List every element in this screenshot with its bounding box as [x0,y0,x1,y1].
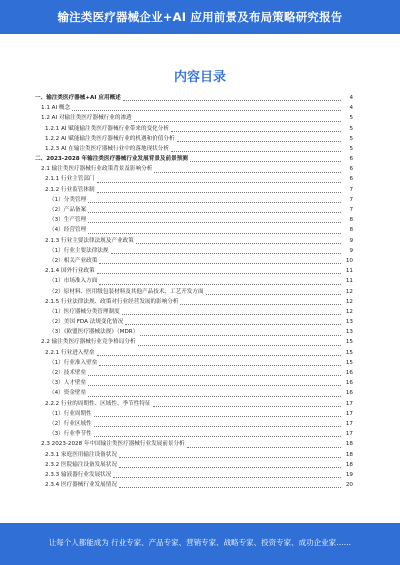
toc-entry-text: （2）产品备案 [49,205,88,215]
toc-entry-text: 2.2.2 行业的周期性、区域性、季节性特征 [45,399,153,409]
toc-entry[interactable] [35,185,353,195]
toc-page-number: 10 [345,257,353,264]
toc-entry[interactable] [35,256,353,266]
toc-leader-dots [88,226,341,234]
toc-entry[interactable] [35,399,353,409]
toc-entry[interactable] [35,134,353,144]
toc-page-number: 6 [349,166,353,173]
toc-entry-text: （3）生产管理 [49,215,88,225]
toc-entry[interactable] [35,338,353,348]
toc-page-number: 9 [349,237,353,244]
toc-entry-text: （1）市场准入方面 [49,276,99,286]
toc-leader-dots [88,378,341,386]
toc-entry-text: （3）《欧盟医疗器械法规》（MDR） [49,327,140,337]
toc-entry-text: 1.2.3 AI 在输注类医疗器械行业中的落地现状分析 [45,144,171,154]
toc-leader-dots [177,134,341,142]
toc-entry-text: （1）分类管理 [49,195,88,205]
toc-entry[interactable] [35,450,353,460]
toc-entry[interactable] [35,287,353,297]
toc-leader-dots [88,215,341,223]
toc-entry[interactable] [35,358,353,368]
toc-page-number: 6 [349,176,353,183]
toc-leader-dots [134,114,341,122]
toc-entry-text: （1）行业准入壁垒 [49,358,99,368]
toc-entry-text: 1.2.2 AI 赋能输注类医疗器械行业的机遇和价值分析 [45,134,177,144]
toc-page-number: 4 [349,94,353,101]
toc-entry[interactable] [35,439,353,449]
toc-leader-dots [125,317,341,325]
toc-entry-text: （4）资金壁垒 [49,388,88,398]
toc-leader-dots [88,389,341,397]
toc-entry[interactable] [35,236,353,246]
toc-entry-text: 1.2 AI 对输注类医疗器械行业的渗透 [41,113,134,123]
toc-page-number: 7 [349,196,353,203]
toc-leader-dots [97,185,341,193]
toc-entry[interactable] [35,246,353,256]
toc-entry-text: 2.1.5 行业法律法规、政策对行业经营发展的影响分析 [45,297,180,307]
toc-entry[interactable] [35,103,353,113]
toc-leader-dots [119,480,341,488]
toc-page-number: 5 [349,125,353,132]
toc-entry-text: 1.1 AI 概念 [41,103,72,113]
toc-entry[interactable] [35,378,353,388]
toc-entry[interactable] [35,113,353,123]
toc-heading: 内容目录 [173,70,226,85]
toc-entry-text: （2）技术壁垒 [49,368,88,378]
footer-slogan: 让每个人都能成为 行业专家、产品专家、营销专家、战略专家、投资专家、成功企业家…… [48,538,352,547]
toc-leader-dots [119,450,341,458]
toc-entry[interactable] [35,93,353,103]
toc-entry[interactable] [35,480,353,490]
toc-entry[interactable] [35,205,353,215]
toc-leader-dots [99,256,341,264]
toc-leader-dots [171,124,341,132]
toc-page-number: 18 [345,441,353,448]
toc-entry[interactable] [35,154,353,164]
toc-leader-dots [190,154,341,162]
toc-page-number: 17 [345,431,353,438]
toc-page-number: 16 [345,370,353,377]
toc-page-number: 18 [345,451,353,458]
toc-page-number: 12 [345,308,353,315]
toc-entry[interactable] [35,297,353,307]
toc-entry-text: （2）原材料、医用级包装材料及其他产品技术、工艺开发方面 [49,287,206,297]
toc-entry[interactable] [35,419,353,429]
toc-entry-text: 2.3.3 输液器行业发展状况 [45,470,113,480]
table-of-contents [35,93,353,490]
toc-entry[interactable] [35,348,353,358]
toc-leader-dots [97,175,341,183]
toc-page-number: 16 [345,380,353,387]
toc-entry-text: 2.2.1 行业进入壁垒 [45,348,97,358]
toc-entry[interactable] [35,164,353,174]
toc-page-number: 13 [345,319,353,326]
toc-entry-text: 一、输注类医疗器械+AI 应用概述 [35,93,123,103]
toc-page-number: 12 [345,298,353,305]
toc-page-number: 17 [345,400,353,407]
toc-page-number: 15 [345,349,353,356]
toc-page-number: 11 [345,268,353,275]
toc-leader-dots [94,429,341,437]
toc-entry[interactable] [35,470,353,480]
toc-entry[interactable] [35,460,353,470]
toc-page-number: 16 [345,390,353,397]
toc-page-number: 9 [349,247,353,254]
toc-leader-dots [88,368,341,376]
toc-entry-text: 2.3.4 医疗器械行业发展情况 [45,480,119,490]
toc-leader-dots [99,358,341,366]
toc-leader-dots [119,460,341,468]
toc-entry[interactable] [35,307,353,317]
toc-page-number: 20 [345,482,353,489]
toc-entry-text: 2.1.3 行业主要法律法规及产业政策 [45,236,136,246]
footer-banner [0,523,400,565]
toc-page-number: 18 [345,461,353,468]
toc-entry[interactable] [35,175,353,185]
toc-entry-text: 2.1.1 行业主管部门 [45,174,97,184]
toc-entry-text: （1）行业周期性 [49,409,94,419]
toc-entry-text: 2.2 输注类医疗器械行业竞争格局分析 [41,337,138,347]
toc-entry-text: 2.3.1 家庭医用输注设备状况 [45,450,119,460]
toc-leader-dots [88,205,341,213]
toc-entry[interactable] [35,327,353,337]
toc-leader-dots [206,287,341,295]
toc-leader-dots [171,144,341,152]
toc-entry-text: 2.1.4 国外行业政策 [45,266,97,276]
toc-leader-dots [88,195,341,203]
toc-page-number: 6 [349,156,353,163]
toc-leader-dots [94,419,341,427]
toc-page-number: 13 [345,329,353,336]
toc-entry-text: （2）相关产业政策 [49,256,99,266]
toc-entry[interactable] [35,317,353,327]
toc-entry[interactable] [35,215,353,225]
toc-page-number: 8 [349,227,353,234]
toc-entry-text: 2.1 输注类医疗器械行业政策背景及影响分析 [41,164,154,174]
toc-entry-text: （3）人才壁垒 [49,378,88,388]
toc-entry[interactable] [35,195,353,205]
toc-leader-dots [97,266,341,274]
toc-leader-dots [123,93,341,101]
toc-entry-text: （2）美国 FDA 法规变化情况 [49,317,125,327]
toc-entry[interactable] [35,144,353,154]
toc-page-number: 5 [349,145,353,152]
toc-page-number: 7 [349,207,353,214]
toc-entry-text: 2.3.2 医院输注设备发展状况 [45,460,119,470]
header-banner [0,0,400,34]
toc-entry-text: 二、2023-2028 年输注类医疗器械行业发展背景及前景预测 [35,154,190,164]
toc-entry-text: （1）医疗器械分类管理制度 [49,307,122,317]
toc-entry[interactable] [35,368,353,378]
toc-leader-dots [113,470,341,478]
toc-leader-dots [122,307,341,315]
toc-page-number: 4 [349,105,353,112]
toc-page-number: 5 [349,135,353,142]
toc-entry[interactable] [35,124,353,134]
toc-entry-text: （1）行业主要法律法规 [49,246,111,256]
toc-leader-dots [99,277,341,285]
toc-leader-dots [153,399,341,407]
toc-page-number: 15 [345,339,353,346]
toc-leader-dots [97,348,341,356]
toc-entry-text: （3）行业季节性 [49,429,94,439]
toc-entry[interactable] [35,388,353,398]
toc-leader-dots [138,338,341,346]
toc-entry-text: （2）行业区域性 [49,419,94,429]
toc-entry[interactable] [35,409,353,419]
toc-leader-dots [94,409,341,417]
toc-page-number: 15 [345,359,353,366]
report-title: 输注类医疗器械企业+AI 应用前景及布局策略研究报告 [57,10,343,24]
toc-leader-dots [111,246,342,254]
toc-entry[interactable] [35,266,353,276]
toc-leader-dots [180,297,341,305]
toc-leader-dots [136,236,341,244]
toc-entry[interactable] [35,276,353,286]
toc-leader-dots [187,440,341,448]
toc-leader-dots [154,165,341,173]
toc-page-number: 17 [345,410,353,417]
toc-page-number: 17 [345,420,353,427]
toc-leader-dots [140,328,341,336]
toc-page-number: 11 [345,278,353,285]
toc-entry-text: 1.2.1 AI 赋能输注类医疗器械行业带来的变化分析 [45,124,171,134]
toc-entry[interactable] [35,429,353,439]
toc-entry-text: （4）经营管理 [49,225,88,235]
toc-page-number: 7 [349,186,353,193]
toc-entry-text: 2.1.2 行业监管体制 [45,185,97,195]
toc-page-number: 5 [349,115,353,122]
toc-page-number: 8 [349,217,353,224]
toc-entry[interactable] [35,225,353,235]
toc-entry-text: 2.3 2023-2028 年中国输注类医疗器械行业发展前景分析 [41,439,187,449]
toc-page-number: 12 [345,288,353,295]
toc-page-number: 19 [345,471,353,478]
toc-leader-dots [72,103,341,111]
